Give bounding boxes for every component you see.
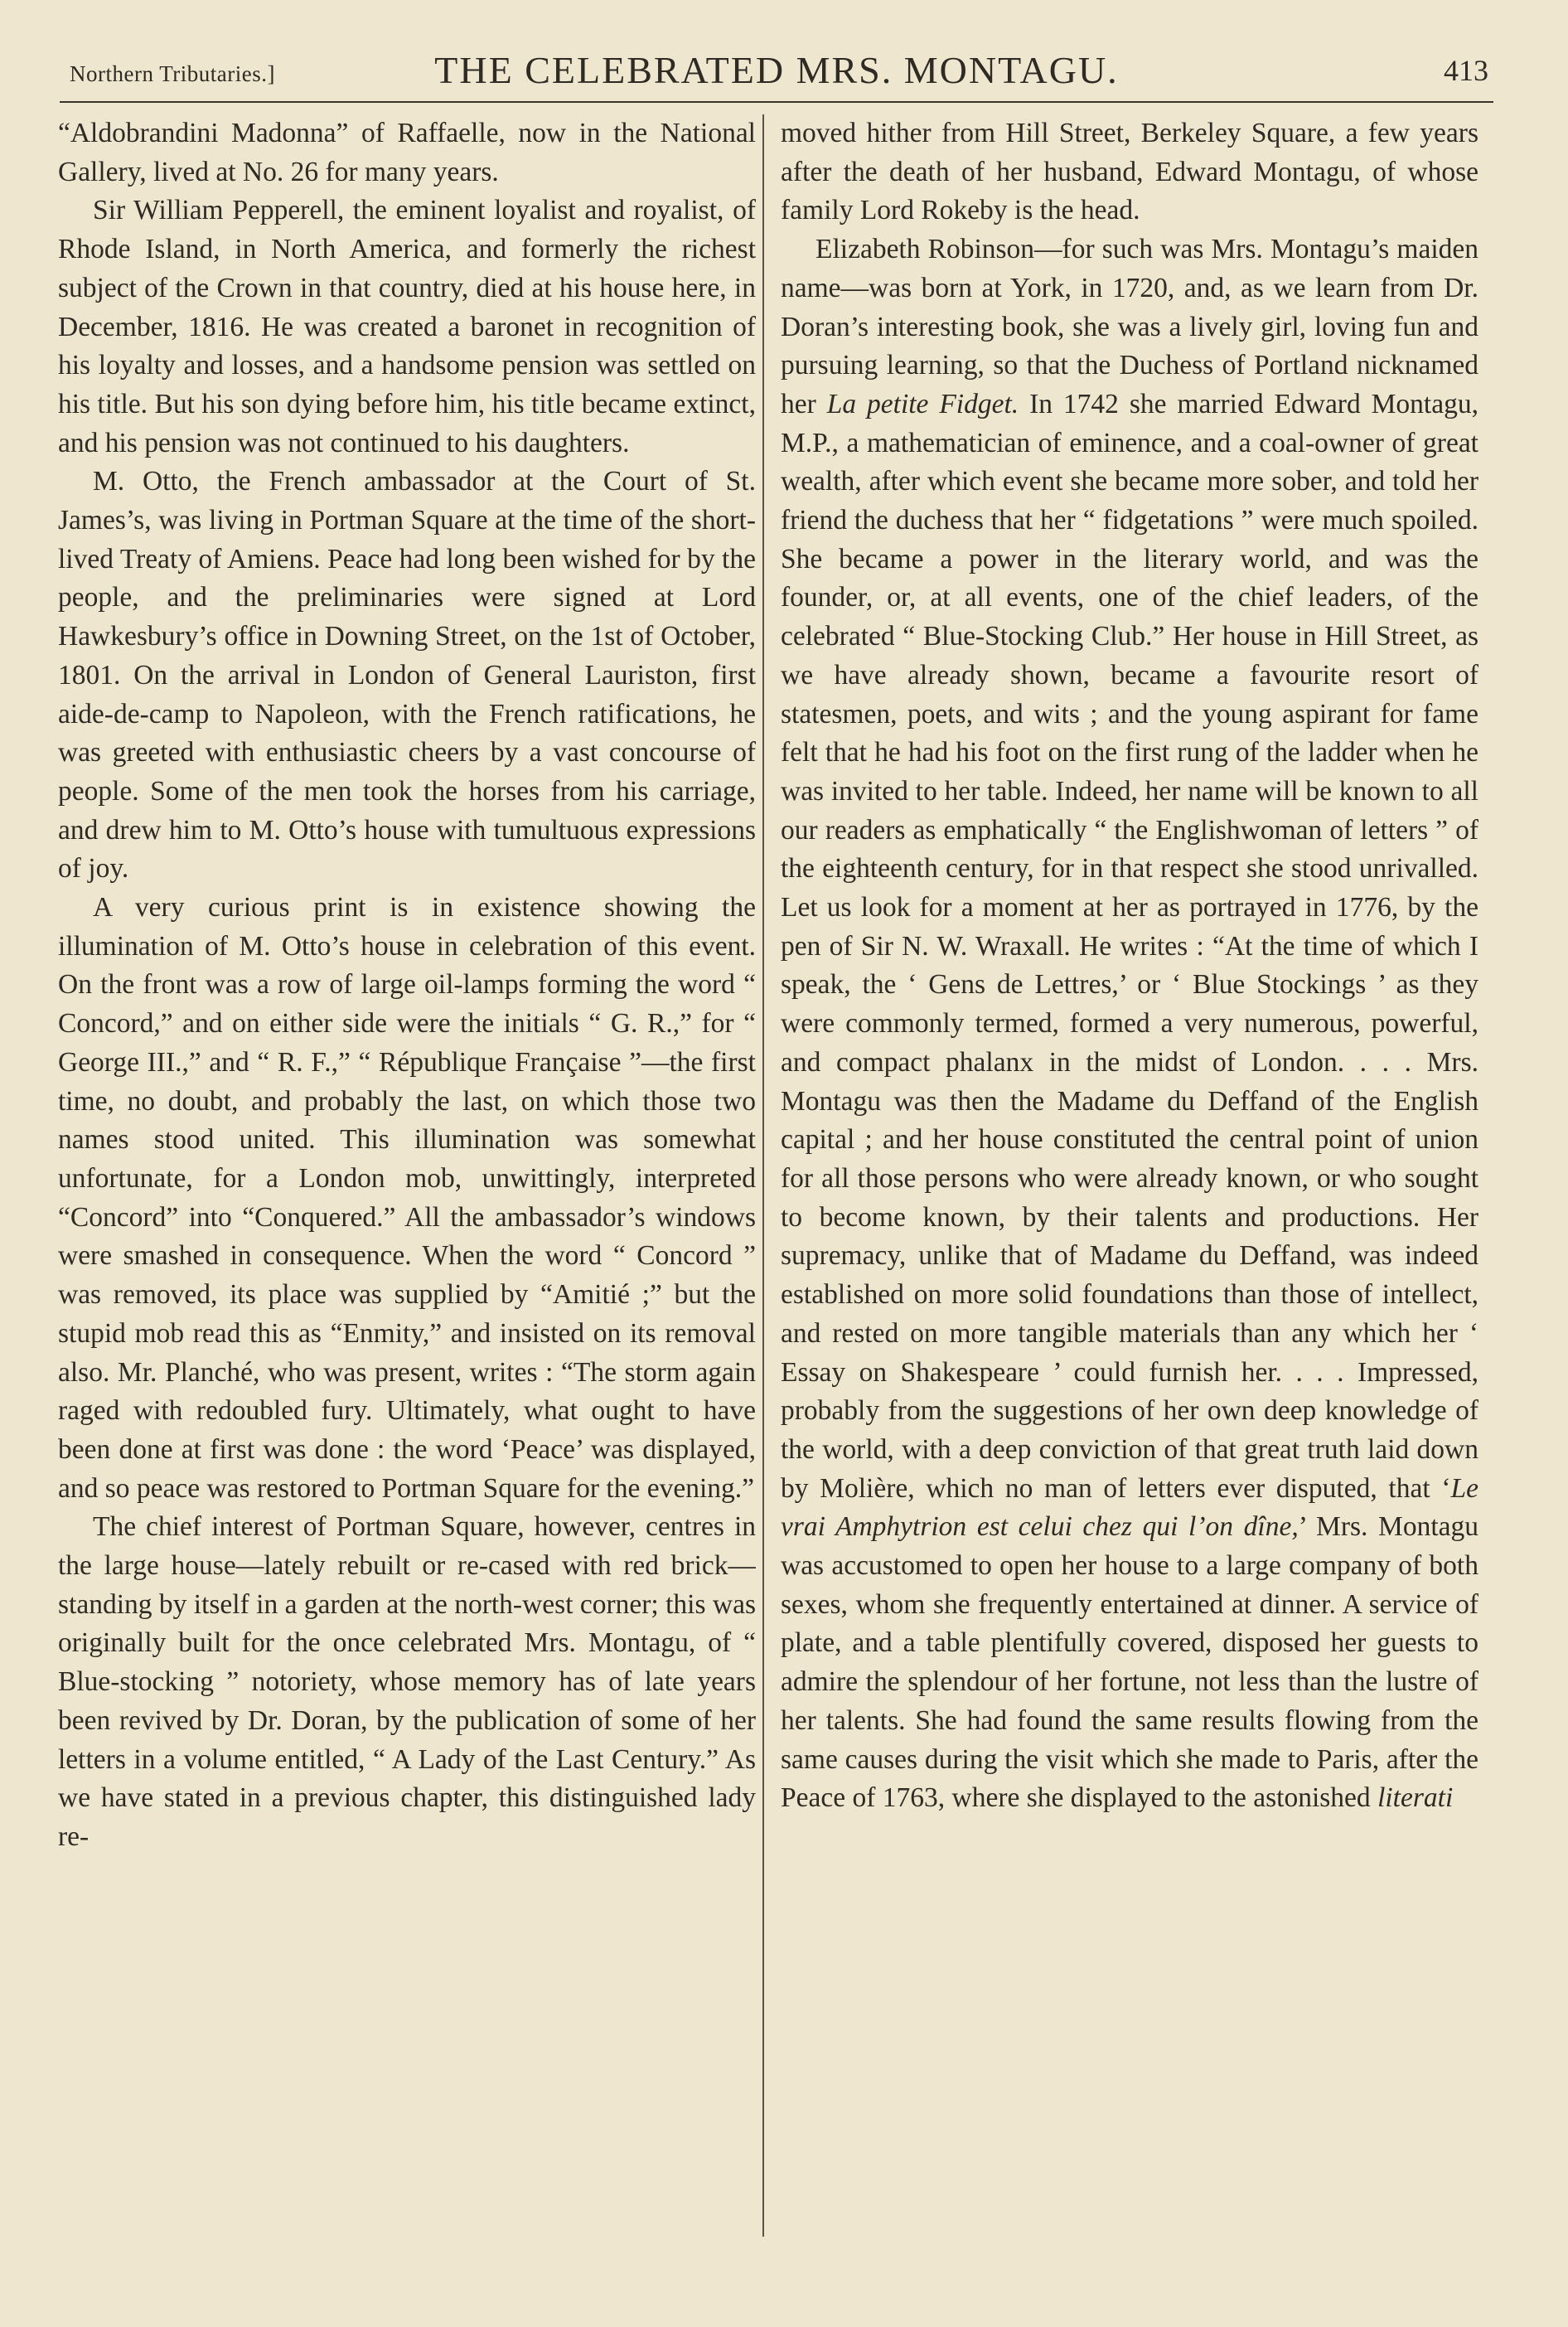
page-header <box>60 43 1493 103</box>
paragraph: The chief interest of Portman Square, however, centres in the large house—lately rebuilt or re-cased with red brick—standing by itself in a garden at the north-west corner; this was originally built for the once celebrated Mrs. Montagu, of “ Blue-stocking ” notoriety, whose memory has of late years been revived by Dr. Doran, by the publication of some of her letters in a volume entitled, “ A Lady of the Last Century.” As we have stated in a previous chapter, this distinguished lady re- <box>58 1511 756 1852</box>
text-run: In 1742 she married Edward Montagu, M.P., a mathematician of eminence, and a coal-owner of great wealth, after which event she became more sober, and told her friend the duchess that her “ fidgetations ” were much spoiled. She became a power in the literary world, and was the founder, or, at all events, one of the chief leaders, of the celebrated “ Blue-Stocking Club.” Her house in Hill Street, as we have already shown, became a favourite resort of statesmen, poets, and wits ; and the young aspirant for fame felt that he had his foot on the first rung of the ladder when he was invited to her table. Indeed, her name will be known to all our readers as emphatically “ the Englishwoman of letters ” of the eighteenth century, for in that respect she stood unrivalled. Let us look for a moment at her as portrayed in 1776, by the pen of Sir N. W. Wraxall. He writes : “At the time of which I speak, the ‘ Gens de Lettres,’ or ‘ Blue Stockings ’ as they were commonly termed, formed a very numerous, powerful, and compact phalanx in the midst of London. . . . Mrs. Montagu was then the Madame du Deffand of the English capital ; and her house constituted the central point of union for all those persons who were already known, or who sought to become known, by their talents and productions. Her supremacy, unlike that of Madame du Deffand, was indeed established on more solid foundations than those of intellect, and rested on more tangible materials than any which her ‘ Essay on Shakespeare ’ could furnish her. . . . Impressed, probably from the suggestions of her own deep knowledge of the world, with a deep conviction of that great truth laid down by Molière, which no man of letters ever disputed, that ‘ <box>781 388 1478 1504</box>
paragraph: M. Otto, the French ambassador at the Court of St. James’s, was living in Portman Square at the time of the short-lived Treaty of Amiens. Peace had long been wished for by the people, and the preliminaries were signed at Lord Hawkesbury’s office in Downing Street, on the 1st of October, 1801. On the arrival in London of General Lauriston, first aide-de-camp to Napoleon, with the French ratifications, he was greeted with enthusiastic cheers by a vast concourse of people. Some of the men took the horses from his carriage, and drew him to M. Otto’s house with tumultuous expressions of joy. <box>58 466 756 885</box>
text-run: Elizabeth Robinson—for such was Mrs. Montagu’s maiden name—was born at York, in 1720, and, as we learn from Dr. Doran’s interesting book, she was a lively girl, loving fun and pursuing learning, so that the Duchess of Portland nicknamed her <box>781 234 1478 419</box>
italic-text: literati <box>1377 1782 1454 1814</box>
page-number: 413 <box>1444 54 1488 87</box>
paragraph: Sir William Pepperell, the eminent loyalist and royalist, of Rhode Island, in North America, and formerly the richest subject of the Crown in that country, died at his house here, in December, 1816. He was created a baronet in recognition of his loyalty and losses, and a handsome pension was settled on his title. But his son dying before him, his title became extinct, and his pension was not continued to his daughters. <box>58 195 756 458</box>
paragraph: moved hither from Hill Street, Berkeley Square, a few years after the death of her husband, Edward Montagu, of whose family Lord Rokeby is the head. <box>781 118 1478 226</box>
running-head-left: Northern Tributaries.] <box>70 61 275 86</box>
paragraph: A very curious print is in existence showing the illumination of M. Otto’s house in celebration of this event. On the front was a row of large oil-lamps forming the word “ Concord,” and on either side were the initials “ G. R.,” for “ George III.,” and “ R. F.,” “ République Française ”—the first time, no doubt, and probably the last, on which those two names stood united. This illumination was somewhat unfortunate, for a London mob, unwittingly, interpreted “Concord” into “Conquered.” All the ambassador’s windows were smashed in consequence. When the word “ Concord ” was removed, its place was supplied by “Amitié ;” but the stupid mob read this as “Enmity,” and insisted on its removal also. Mr. Planché, who was present, writes : “The storm again raged with redoubled fury. Ultimately, what ought to have been done at first was done : the word ‘Peace’ was displayed, and so peace was restored to Portman Square for the evening.” <box>58 892 756 1504</box>
text-run: ’ Mrs. Montagu was accustomed to open her house to a large company of both sexes, whom she frequently entertained at dinner. A service of plate, and a table plentifully covered, disposed her guests to admire the splendour of her fortune, not less than the lustre of her talents. She had found the same results flowing from the same causes during the visit which she made to Paris, after the Peace of 1763, where she displayed to the astonished <box>781 1511 1478 1814</box>
paragraph <box>781 230 1478 1818</box>
italic-text: La petite Fidget. <box>826 388 1019 419</box>
right-column <box>781 114 1478 2237</box>
paragraph: “Aldobrandini Madonna” of Raffaelle, now in the National Gallery, lived at No. 26 for many years. <box>58 118 756 187</box>
italic-text: Le vrai Amphytrion est celui chez qui l’on dîne, <box>781 1472 1478 1543</box>
left-column <box>58 114 756 2237</box>
running-title: THE CELEBRATED MRS. MONTAGU. <box>434 49 1119 91</box>
column-divider <box>762 114 764 2237</box>
